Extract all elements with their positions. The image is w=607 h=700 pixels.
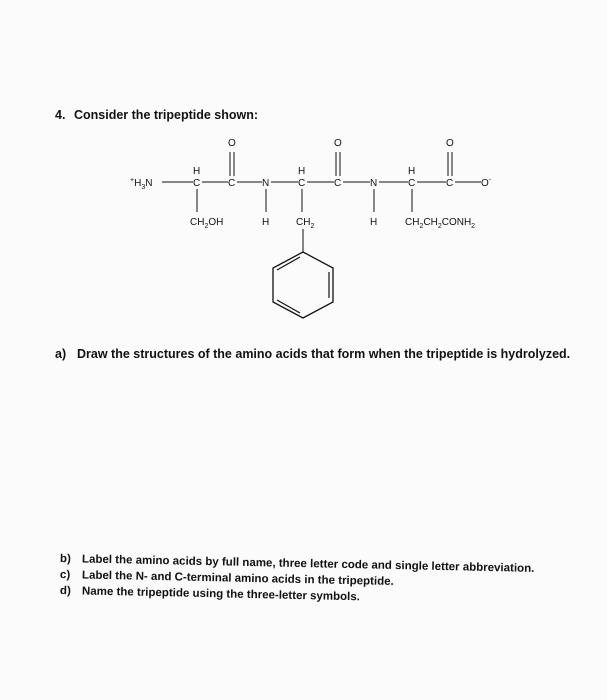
side-chain-3: $CH_2CH_2CONH_2$ [405,217,476,230]
part-c-label: c) [59,569,71,582]
n-atom-2: N [370,178,378,189]
part-b-label: b) [59,553,71,566]
c-carbonyl-2: C [334,178,342,189]
c-alpha-3: C [408,178,416,189]
o-atom-2: O [334,138,342,149]
part-d [60,585,360,603]
n-terminus-label: $^+H_3N$ [130,177,153,191]
side-chain-2: $CH_2$ [296,217,315,230]
c-alpha-1: C [193,178,201,189]
c-carboxyl: C [446,178,454,189]
question-prompt: Consider the tripeptide shown: [74,108,259,122]
h-atom-3: H [408,166,416,177]
o-atom-1: O [228,138,236,149]
part-c-text: Label the N- and C-terminal amino acids in the tripeptide. [81,569,394,588]
n-atom-1: N [262,178,270,189]
part-a-label: a) [55,347,67,361]
part-a [55,347,570,361]
side-chain-1: $CH_2OH$ [190,217,224,230]
tripeptide-structure [0,0,607,340]
question-number: 4. [55,108,66,122]
part-a-text: Draw the structures of the amino acids that form when the tripeptide is hydrolyzed. [77,347,571,361]
c-carbonyl-1: C [228,178,236,189]
part-d-text: Name the tripeptide using the three-letter symbols. [81,585,361,604]
c-alpha-2: C [298,178,306,189]
benzene-ring [273,252,333,318]
part-d-label: d) [59,585,71,598]
o-atom-3: O [446,138,454,149]
h-atom-1: H [193,166,201,177]
h-atom-n1: H [262,217,270,228]
h-atom-n2: H [370,217,378,228]
part-b-text: Label the amino acids by full name, three letter code and single letter abbreviation. [81,553,535,575]
h-atom-2: H [298,166,306,177]
oxide-atom: O- [481,177,492,189]
